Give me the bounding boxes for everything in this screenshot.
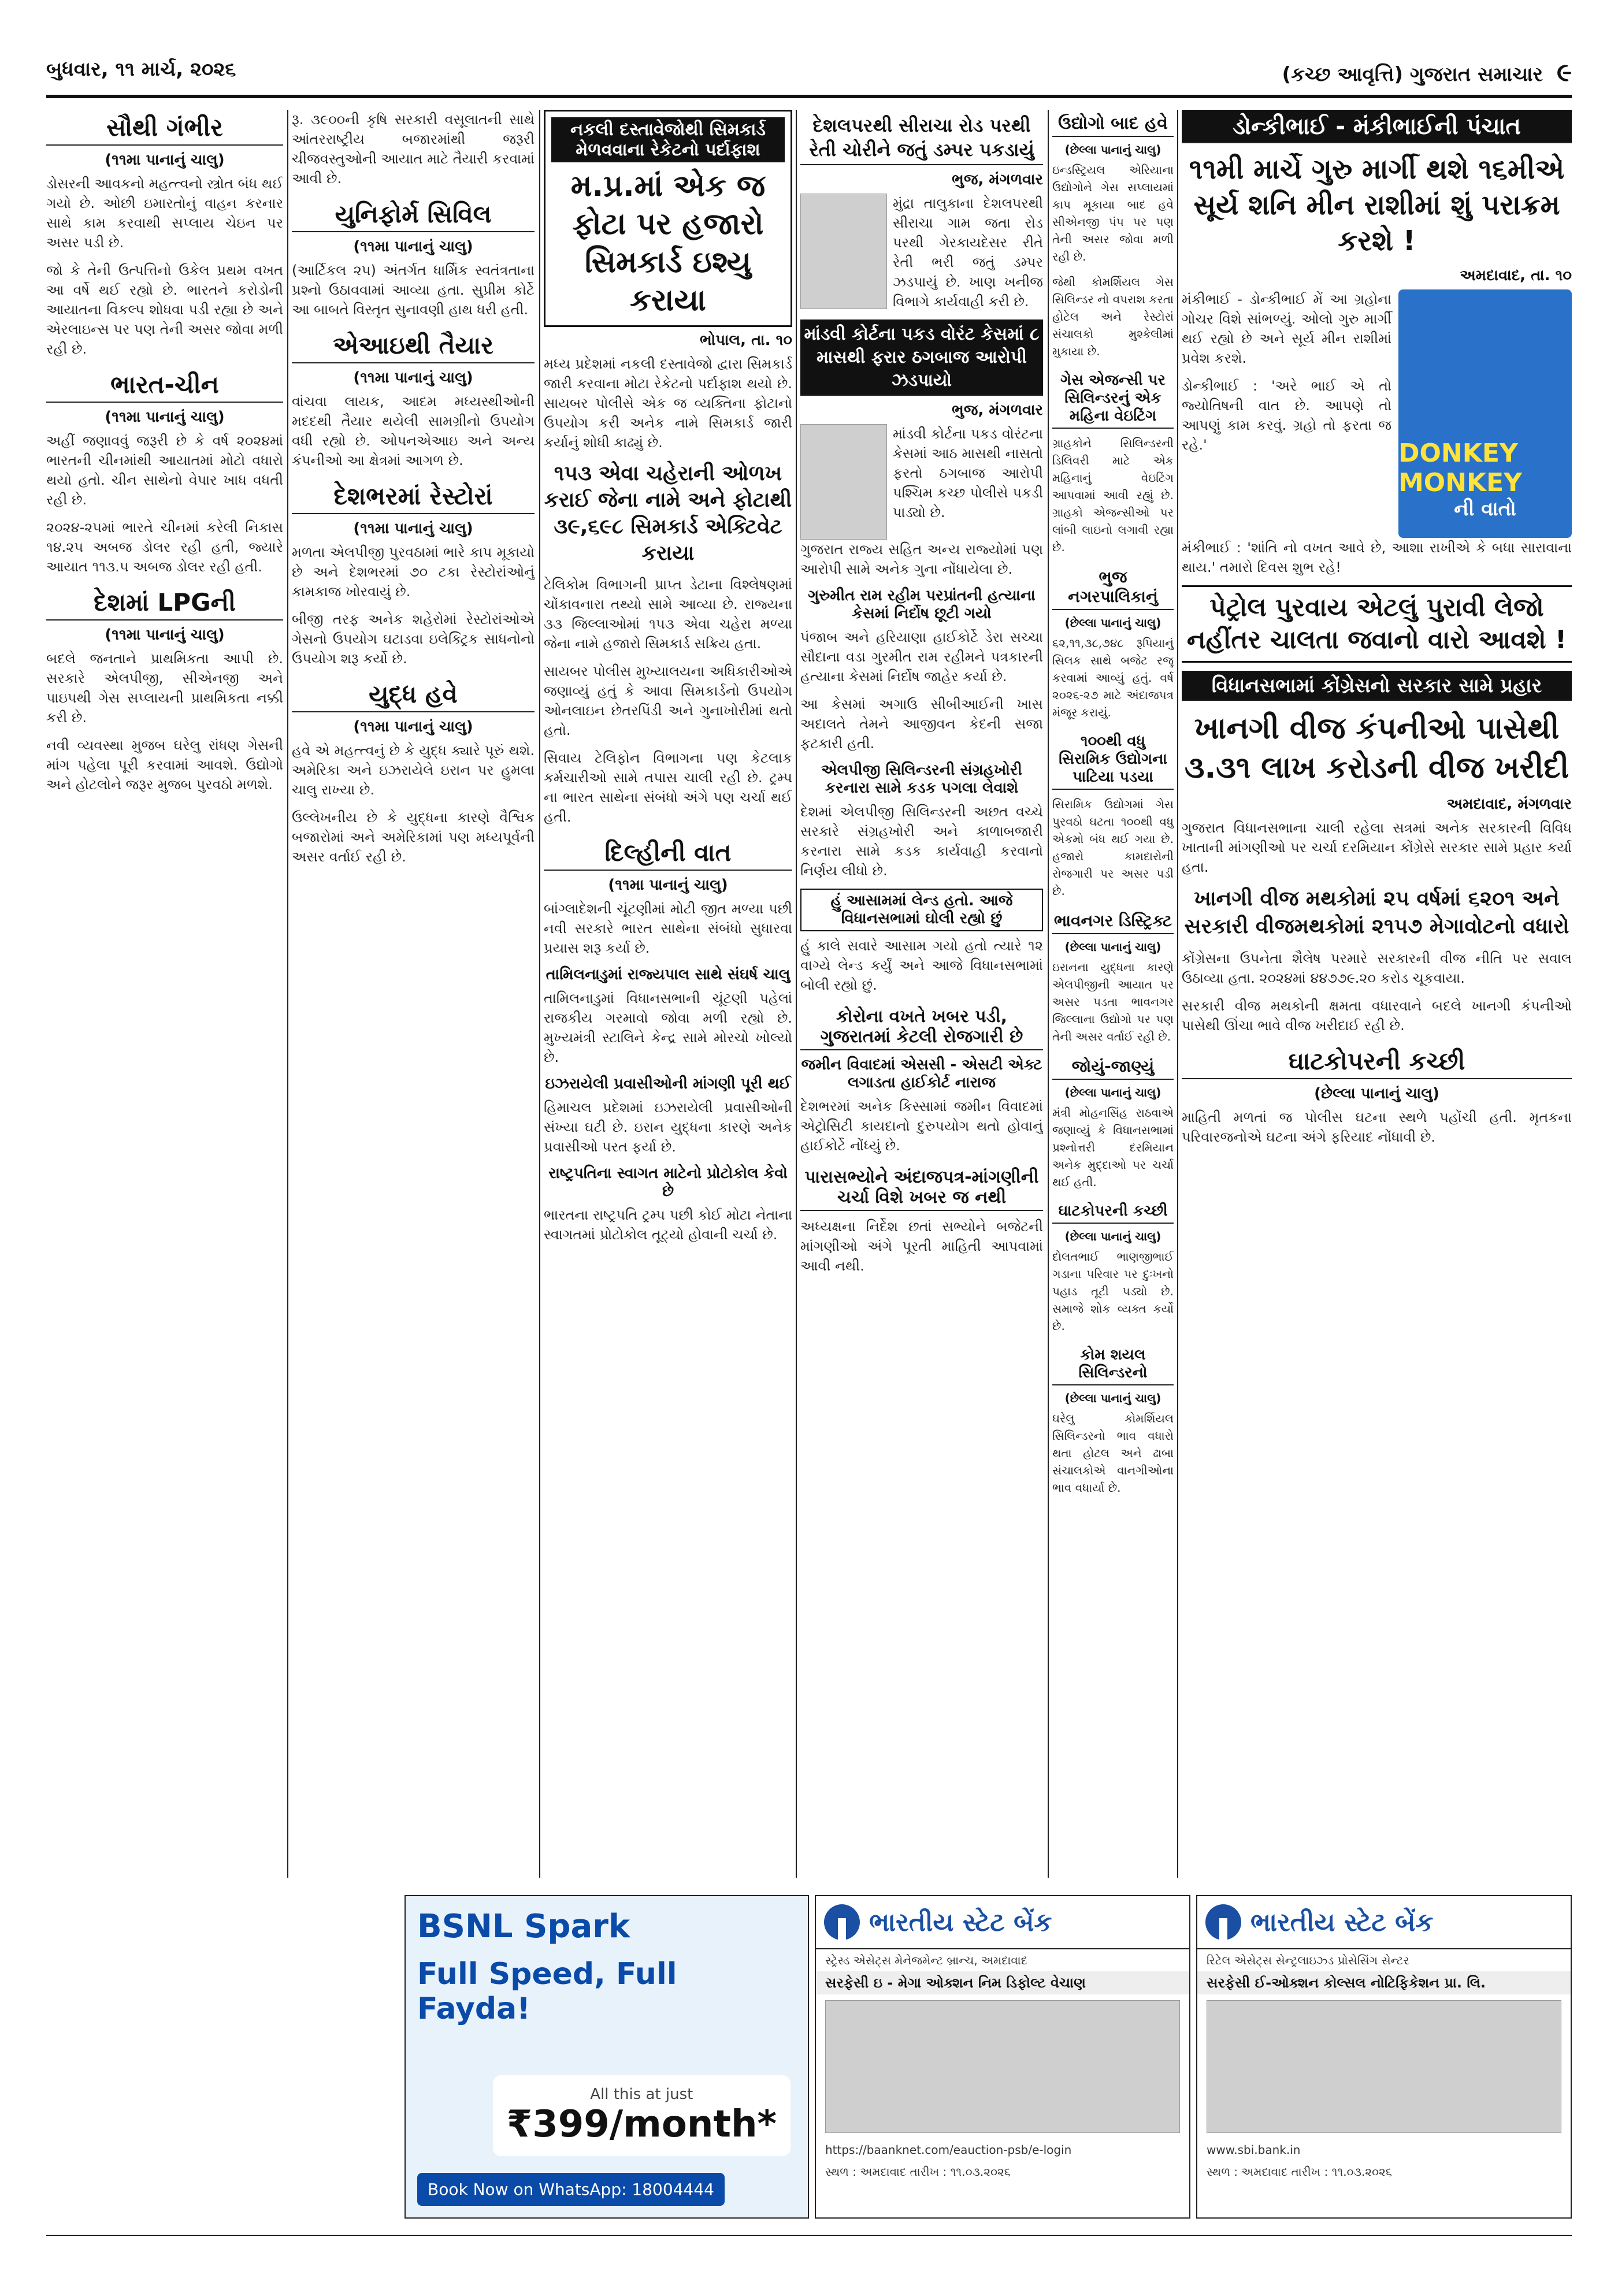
continuation-note: (૧૧મા પાનાનું ચાલુ) [105, 408, 225, 426]
section-title: ઘાટકોપરની કચ્છી [1052, 1199, 1174, 1224]
column-6 [1182, 110, 1572, 1883]
column-3 [544, 110, 792, 1883]
section-title: યુનિફોર્મ સિવિલ [292, 196, 535, 232]
news-photo [800, 424, 887, 540]
section-title: ભુજ નગરપાલિકાનું [1052, 564, 1174, 610]
sub-headline: ૧૫૩ એવા ચહેરાની ઓળખ કરાઈ જેના નામે અને ફોટાથી ૩૯,૬૯૮ સિમકાર્ડ એક્ટિવેટ કરાયા [544, 462, 792, 565]
column-5 [1052, 110, 1174, 1883]
notice-table [825, 2000, 1180, 2133]
article-paragraph: મંત્રી મોહનસિંહ રાઠવાએ જણાવ્યું કે વિધાનસભામાં પ્રશ્નોત્તરી દરમિયાન અનેક મુદ્દાઓ પર ચર્ચા થઈ હતી. [1052, 1106, 1174, 1189]
sub-headline: એલપીજી સિલિન્ડરની સંગ્રહખોરી કરનારા સામે કડક પગલા લેવાશે [821, 761, 1022, 797]
section-title: ભારત-ચીન [46, 367, 283, 403]
sub-headline: ખાનગી વીજ મથકોમાં ૨૫ વર્ષમાં ૬૨૦૧ અને સરકારી વીજમથકોમાં ૨૧૫૭ મેગાવોટનો વધારો [1184, 887, 1569, 938]
article-paragraph: ગુજરાત રાજ્ય સહિત અન્ય રાજ્યોમાં પણ આરોપી સામે અનેક ગુના નોંધાયેલા છે. [800, 541, 1043, 577]
article-paragraph: મળતા એલપીજી પુરવઠામાં ભારે કાપ મૂકાયો છે અને દેશભરમાં ૭૦ ટકા રેસ્ટોરાંઓનું કામકાજ ખોરવાયું છે. [292, 544, 535, 600]
bsnl-price-box [493, 2075, 791, 2156]
section-title: ભાવનગર ડિસ્ટ્રિક્ટ [1052, 908, 1174, 934]
article-paragraph: કોંગ્રેસના ઉપનેતા શૈલેષ પરમારે સરકારની વીજ નીતિ પર સવાલ ઉઠાવ્યા હતા. ૨૦૨૪માં ૪૪૭૭૯.૨૦ કરોડ ચૂકવાયા. [1182, 950, 1572, 986]
article-paragraph: ઘરેલુ કોમર્શિયલ સિલિન્ડરનો ભાવ વધારો થતા હોટલ અને ઢાબા સંચાલકોએ વાનગીઓના ભાવ વધાર્યા છે. [1052, 1411, 1174, 1495]
section-title: કોરોના વખતે ખબર પડી, ગુજરાતમાં કેટલી રોજગારી છે [800, 1003, 1043, 1050]
section-title: જોયું-જાણ્યું [1052, 1053, 1174, 1080]
article-paragraph: ગ્રાહકોને સિલિન્ડરની ડિલિવરી માટે એક મહિનાનું વેઇટિંગ આપવામાં આવી રહ્યું છે. ગ્રાહકો એજન્સીઓ પર લાંબી લાઇનો લગાવી રહ્યા છે. [1052, 436, 1174, 554]
continuation-note: (છેલ્લા પાનાનું ચાલુ) [1064, 143, 1161, 157]
article-paragraph: સરકારી વીજ મથકોની ક્ષમતા વધારવાને બદલે ખાનગી કંપનીઓ પાસેથી ઊંચા ભાવે વીજ ખરીદાઈ રહી છે. [1182, 998, 1572, 1034]
column-rule [539, 110, 540, 1878]
sbi-place-date: સ્થળ : અમદાવાદ તારીખ : ૧૧.૦૩.૨૦૨૬ [1207, 2165, 1392, 2179]
article-paragraph: રૂ. ૩૯૦૦ની કૃષિ સરકારી વસૂલાતની સાથે આંતરરાષ્ટ્રીય બજારમાંથી જરૂરી ચીજવસ્તુઓની આયાત માટે તૈયારી કરવામાં આવી છે. [292, 112, 535, 187]
dateline: અમદાવાદ, તા. ૧૦ [1460, 267, 1572, 284]
article-paragraph: અધ્યક્ષના નિર્દેશ છતાં સભ્યોને બજેટની માંગણીઓ અંગે પૂરતી માહિતી આપવામાં આવી નથી. [800, 1218, 1043, 1274]
section-title: ૧૦૦થી વધુ સિરામિક ઉદ્યોગના પાટિયા પડયા [1052, 729, 1174, 790]
news-photo [800, 194, 887, 309]
continuation-note: (છેલ્લા પાનાનું ચાલુ) [1064, 1229, 1161, 1243]
feature-headline: પેટ્રોલ પુરવાય એટલું પુરાવી લેજો નહીંતર ચાલતા જવાનો વારો આવશે ! [1182, 585, 1572, 663]
continuation-note: (છેલ્લા પાનાનું ચાલુ) [1064, 616, 1161, 630]
column-4 [800, 110, 1043, 1883]
article-paragraph: ઉલ્લેખનીય છે કે યુદ્ધના કારણે વૈશ્વિક બજારોમાં અને અમેરિકામાં પણ મધ્યપૂર્વની અસર વર્તાઈ રહી છે. [292, 809, 535, 865]
article-paragraph: ટેલિકોમ વિભાગની પ્રાપ્ત ડેટાના વિશ્લેષણમાં ચોંકાવનારા તથ્યો સામે આવ્યા છે. રાજ્યના ૩૩ જિલ્લાઓમાં ૧૫૩ એવા ચહેરા મળ્યા જેના નામે હજારો સિમકાર્ડ સક્રિય હતા. [544, 577, 792, 652]
article-paragraph: ૬૨,૧૧,૩૮,૭૪૮ રૂપિયાનું સિલક સાથે બજેટ રજૂ કરવામાં આવ્યું હતું. વર્ષ ૨૦૨૬-૨૭ માટે અંદાજપત્ર મંજૂર કરાયું. [1052, 636, 1174, 719]
lead-story-head [544, 110, 792, 327]
donkey-monkey-subtitle: ની વાતો [1454, 497, 1516, 521]
article-paragraph: માહિતી મળતાં જ પોલીસ ઘટના સ્થળે પહોંચી હતી. મૃતકના પરિવારજનોએ ઘટના અંગે ફરિયાદ નોંધાવી છે. [1182, 1109, 1572, 1145]
edition-name: (કચ્છ આવૃત્તિ) [1282, 63, 1403, 86]
section-title: દેશલપરથી સીરાચા રોડ પરથી રેતી ચોરીને જતું ડમ્પર પકડાયું [800, 110, 1043, 165]
continuation-note: (૧૧મા પાનાનું ચાલુ) [353, 520, 473, 537]
article-paragraph: આ કેસમાં અગાઉ સીબીઆઈની ખાસ અદાલતે તેમને આજીવન કેદની સજા ફટકારી હતી. [800, 696, 1043, 752]
article-paragraph: હું કાલે સવારે આસામ ગયો હતો ત્યારે ૧૨ વાગ્યે લેન્ડ કર્યું અને આજે વિધાનસભામાં બોલી રહ્યો છું. [800, 938, 1043, 993]
article-paragraph: મંકીભાઈ : 'શાંતિ નો વખત આવે છે, આશા રાખીએ કે બધા સારાવાના થાય.' તમારો દિવસ શુભ રહે! [1182, 540, 1572, 575]
article-paragraph: જો કે તેની ઉત્પત્તિનો ઉકેલ પ્રથમ વખત આ વર્ષે થઈ રહ્યો છે. ભારતને કરોડોની આયાતના વિકલ્પ શોધવા પડી રહ્યા છે અને એરલાઇન્સ પર પણ તેની અસર જોવા મળી રહી છે. [46, 262, 283, 357]
article-paragraph: મધ્ય પ્રદેશમાં નકલી દસ્તાવેજો દ્વારા સિમકાર્ડ જારી કરવાના મોટા રેકેટનો પર્દાફાશ થયો છે. સાયબર પોલીસે એક જ વ્યક્તિના ફોટાનો ઉપયોગ કરી અનેક નામે સિમકાર્ડ જારી કર્યાનું શોધી કાઢ્યું છે. [544, 356, 792, 451]
donkey-monkey-title: DONKEY MONKEY [1398, 439, 1523, 497]
sub-headline: તામિલનાડુમાં રાજ્યપાલ સાથે સંઘર્ષ ચાલુ [545, 966, 791, 983]
sbi-notice-title: સરફેસી ઈ-ઓક્શન કોલ્સલ નોટિફિકેશન પ્રા. લિ. [1197, 1971, 1571, 1994]
whatsapp-booking-button[interactable]: Book Now on WhatsApp: 18004444 [417, 2173, 725, 2206]
sub-headline: રાષ્ટ્રપતિના સ્વાગત માટેનો પ્રોટોકોલ કેવો છે [548, 1165, 788, 1200]
article-paragraph: દેશભરમાં અનેક કિસ્સામાં જમીન વિવાદમાં એટ્રોસિટી કાયદાનો દુરુપયોગ થતો હોવાનું હાઈકોર્ટે નોંધ્યું છે. [800, 1098, 1043, 1154]
article-paragraph: બીજી તરફ અનેક શહેરોમાં રેસ્ટોરાંઓએ ગેસનો ઉપયોગ ઘટાડવા ઇલેક્ટ્રિક સાધનોનો ઉપયોગ શરૂ કર્યો છે. [292, 611, 535, 667]
dateline: ભોપાલ, તા. ૧૦ [699, 332, 792, 349]
article-paragraph: માંડવી કોર્ટના પકડ વોરંટના કેસમાં આઠ માસથી નાસતો ફરતો ઠગબાજ આરોપી પશ્ચિમ કચ્છ પોલીસે પકડી પાડ્યો છે. [893, 426, 1043, 521]
article-paragraph: ભારતના રાષ્ટ્રપતિ ટ્રમ્પ પછી કોઈ મોટા નેતાના સ્વાગતમાં પ્રોટોકોલ તૂટ્યો હોવાની ચર્ચા છે. [544, 1207, 792, 1243]
section-title: એઆઇથી તૈયાર [292, 328, 535, 363]
article-paragraph: ડોન્કીભાઈ : 'અરે ભાઈ એ તો જ્યોતિષની વાત છે. આપણે તો આપણું કામ કરવું. ગ્રહો તો ફરતા જ રહે.' [1182, 378, 1391, 453]
bsnl-tagline: Full Speed, Full Fayda! [417, 1957, 677, 2026]
column-rule [1177, 110, 1178, 1878]
section-title: ગેસ એજન્સી પર સિલિન્ડરનું એક મહિના વેઇટિંગ [1052, 368, 1174, 429]
section-title: વિધાનસભામાં કોંગ્રેસનો સરકાર સામે પ્રહાર [1182, 671, 1572, 701]
article-paragraph: બાંગ્લાદેશની ચૂંટણીમાં મોટી જીત મળ્યા પછી નવી સરકારે ભારત સાથેના સંબંધો સુધારવા પ્રયાસ શરૂ કર્યા છે. [544, 901, 792, 956]
column-rule [796, 110, 797, 1878]
article-paragraph: ૨૦૨૪-૨૫માં ભારતે ચીનમાં કરેલી નિકાસ ૧૪.૨૫ અબજ ડોલર રહી હતી, જ્યારે આયાત ૧૧૩.૫ અબજ ડોલર રહી હતી. [46, 519, 283, 575]
edition-label [1282, 58, 1572, 87]
article-paragraph: દોલતભાઈ ભાણજીભાઈ ગડાના પરિવાર પર દુઃખનો પહાડ તૂટી પડ્યો છે. સમાજે શોક વ્યક્ત કર્યો છે. [1052, 1250, 1174, 1333]
article-paragraph: ડોસરની આવકનો મહત્ત્વનો સ્ત્રોત બંધ થઈ ગયો છે. ઓછી ઇમારતોનું વાહન કરનાર સાથે કામ કરવાથી સપ્લાય ચેઇન પર અસર પડી છે. [46, 176, 283, 251]
article-paragraph: બદલે જનતાને પ્રાથમિકતા આપી છે. સરકારે એલપીજી, સીએનજી અને પાઇપથી ગેસ સપ્લાયની પ્રાથમિકતા નક્કી કરી છે. [46, 651, 283, 726]
page-number: ૯ [1556, 58, 1572, 87]
section-title: દેશભરમાં રેસ્ટોરાં [292, 478, 535, 514]
sbi-place-date: સ્થળ : અમદાવાદ તારીખ : ૧૧.૦૩.૨૦૨૬ [825, 2165, 1011, 2179]
continuation-note: (૧૧મા પાનાનું ચાલુ) [105, 151, 225, 169]
bsnl-ad[interactable] [404, 1895, 809, 2219]
column-rule [287, 110, 288, 1878]
paper-name: ગુજરાત સમાચાર [1409, 63, 1543, 86]
sbi-notice-1 [815, 1895, 1190, 2219]
article-paragraph: જેથી કોમર્શિયલ ગેસ સિલિન્ડર નો વપરાશ કરતા હોટેલ અને રેસ્ટોરાં સંચાલકો મુશ્કેલીમાં મુકાયા છે. [1052, 275, 1174, 358]
issue-date: બુધવાર, ૧૧ માર્ચ, ૨૦૨૬ [46, 58, 236, 81]
article-paragraph: પંજાબ અને હરિયાણા હાઈકોર્ટે ડેરા સચ્ચા સૌદાના વડા ગુરમીત રામ રહીમને પત્રકારની હત્યાના કેસમાં નિર્દોષ જાહેર કર્યા છે. [800, 629, 1043, 685]
article-paragraph: મુંદ્રા તાલુકાના દેશલપરથી સીરાચા ગામ જતા રોડ પરથી ગેરકાયદેસર રીતે રેતી ભરી જતું ડમ્પર ઝડપાયું છે. ખાણ ખનીજ વિભાગે કાર્યવાહી કરી છે. [893, 195, 1043, 310]
article-paragraph: હવે એ મહત્ત્વનું છે કે યુદ્ધ ક્યારે પૂરું થશે. અમેરિકા અને ઇઝરાયેલે ઇરાન પર હુમલા ચાલુ રાખ્યા છે. [292, 742, 535, 798]
continuation-note: (૧૧મા પાનાનું ચાલુ) [608, 876, 728, 894]
section-title: દેશમાં LPGની [46, 585, 283, 621]
continuation-note: (છેલ્લા પાનાનું ચાલુ) [1064, 1391, 1161, 1405]
sbi-url[interactable]: https://baanknet.com/eauction-psb/e-login [825, 2143, 1072, 2157]
page-footer-rule [46, 2235, 1572, 2236]
dateline: અમદાવાદ, મંગળવાર [1446, 796, 1572, 813]
bsnl-brand: BSNL Spark [417, 1908, 630, 1945]
sbi-notice-title: સરફેસી ઇ - મેગા ઓક્શન નિમ ડિફોલ્ટ વેચાણ [816, 1971, 1189, 1994]
article-paragraph: ઇન્ડસ્ટ્રિયલ એરિયાના ઉદ્યોગોને ગેસ સપ્લાયમાં કાપ મૂકાયા બાદ હવે સીએનજી પંપ પર પણ તેની અસર જોવા મળી રહી છે. [1052, 163, 1174, 263]
continuation-note: (૧૧મા પાનાનું ચાલુ) [353, 238, 473, 255]
article-paragraph: ઇરાનના યુદ્ધના કારણે એલપીજીની આયાત પર અસર પડતા ભાવનગર જિલ્લાના ઉદ્યોગો પર પણ તેની અસર વર્તાઈ રહી છે. [1052, 960, 1174, 1043]
sbi-header [1197, 1896, 1571, 1949]
article-paragraph: અહીં જણાવવું જરૂરી છે કે વર્ષ ૨૦૨૪માં ભારતની ચીનમાંથી આયાતમાં મોટો વધારો થયો હતો. ચીન સાથેનો વેપાર ખાધ વધતી રહી છે. [46, 433, 283, 508]
sbi-name: ભારતીય સ્ટેટ બેંક [1250, 1907, 1434, 1937]
sbi-logo-icon [1205, 1904, 1241, 1940]
sbi-name: ભારતીય સ્ટેટ બેંક [869, 1907, 1052, 1937]
section-title: માંડવી કોર્ટના પકડ વોરંટ કેસમાં ૮ માસથી ફરાર ઠગબાજ આરોપી ઝડપાયો [800, 319, 1043, 396]
column-1 [46, 110, 283, 1883]
article-paragraph: તામિલનાડુમાં વિધાનસભાની ચૂંટણી પહેલાં રાજકીય ગરમાવો જોવા મળી રહ્યો છે. મુખ્યમંત્રી સ્ટાલિને કેન્દ્ર સામે મોરચો ખોલ્યો છે. [544, 990, 792, 1065]
column-rule [1048, 110, 1049, 1878]
continuation-note: (છેલ્લા પાનાનું ચાલુ) [1314, 1085, 1439, 1102]
sub-headline: જમીન વિવાદમાં એસસી - એસટી એક્ટ લગાડતા હાઈકોર્ટ નારાજ [801, 1056, 1042, 1091]
section-title: દિલ્હીની વાત [544, 835, 792, 871]
continuation-note: (૧૧મા પાનાનું ચાલુ) [353, 718, 473, 735]
sbi-notice-2 [1196, 1895, 1572, 2219]
article-paragraph: નવી વ્યવસ્થા મુજબ ઘરેલુ રાંધણ ગેસની માંગ પહેલા પૂરી કરવામાં આવશે. ઉદ્યોગો અને હોટલોને જરૂર મુજબ પુરવઠો મળશે. [46, 737, 283, 793]
section-title: ઘાટકોપરની કચ્છી [1182, 1043, 1572, 1079]
bsnl-price: ₹399/month* [506, 2103, 777, 2146]
sbi-logo-icon [824, 1904, 860, 1940]
continuation-note: (૧૧મા પાનાનું ચાલુ) [105, 626, 225, 644]
sbi-url[interactable]: www.sbi.bank.in [1207, 2143, 1301, 2157]
dateline: ભુજ, મંગળવાર [952, 402, 1043, 419]
article-paragraph: મંકીભાઈ - ડોન્કીભાઈ મેં આ ગ્રહોના ગોચર વિશે સાંભળ્યું. ઓલો ગુરુ માર્ગી થઈ રહ્યો છે અને સૂર્ય મીન રાશીમાં પ્રવેશ કરશે. [1182, 291, 1391, 366]
lead-headline: મ.પ્ર.માં એક જ ફોટા પર હજારો સિમકાર્ડ ઇશ્યુ કરાયા [570, 169, 766, 318]
article-paragraph: સિવાય ટેલિફોન વિભાગના પણ કેટલાક કર્મચારીઓ સામે તપાસ ચાલી રહી છે. ટ્રમ્પ ના ભારત સાથેના સંબંધો અંગે પણ ચર્ચા થઈ હતી. [544, 750, 792, 825]
notice-table [1207, 2000, 1561, 2133]
article-paragraph: (આર્ટિકલ ૨૫) અંતર્ગત ધાર્મિક સ્વતંત્રતાના પ્રશ્નો ઉઠાવવામાં આવ્યા હતા. સુપ્રીમ કોર્ટે આ બાબતે વિસ્તૃત સુનાવણી હાથ ધરી હતી. [292, 262, 535, 318]
section-title: ઉદ્યોગો બાદ હવે [1052, 110, 1174, 137]
section-title: યુદ્ધ હવે [292, 677, 535, 712]
sub-headline: હું આસામમાં લેન્ડ હતો. આજે વિધાનસભામાં ઘોલી રહ્યો છું [800, 889, 1043, 931]
donkey-monkey-logo [1398, 289, 1572, 538]
sbi-branch: રિટેલ એસેટ્સ સેન્ટ્રલાઇઝ્ડ પ્રોસેસિંગ સેન્ટર [1207, 1953, 1409, 1967]
sub-headline: ગુરુમીત રામ રહીમ પરપ્રાંતની હત્યાના કેસમાં નિર્દોષ છૂટી ગયો [808, 587, 1036, 622]
lead-headline: ખાનગી વીજ કંપનીઓ પાસેથી ૩.૩૧ લાખ કરોડની વીજ ખરીદી [1184, 711, 1569, 785]
column-2 [292, 110, 535, 1883]
article-paragraph: સિરામિક ઉદ્યોગમાં ગેસ પુરવઠો ઘટતા ૧૦૦થી વધુ એકમો બંધ થઈ ગયા છે. હજારો કામદારોની રોજગારી પર અસર પડી છે. [1052, 797, 1174, 898]
section-title: સૌથી ગંભીર [46, 110, 283, 146]
continuation-note: (છેલ્લા પાનાનું ચાલુ) [1064, 940, 1161, 954]
page-header [46, 35, 1572, 98]
sbi-header [816, 1896, 1189, 1949]
sbi-branch: સ્ટ્રેસ્ડ એસેટ્સ મેનેજમેન્ટ બ્રાન્ચ, અમદાવાદ [825, 1953, 1027, 1967]
section-title: ડોન્કીભાઈ - મંકીભાઈની પંચાત [1182, 110, 1572, 143]
section-title: કોમ શયલ સિલિન્ડરનો [1052, 1343, 1174, 1385]
dateline: ભુજ, મંગળવાર [952, 171, 1043, 188]
article-paragraph: વાંચવા લાયક, આદમ મધ્યસ્થીઓની મદદથી તૈયાર થયેલી સામગ્રીનો ઉપયોગ વધી રહ્યો છે. ઓપનએઆઇ અને અન્ય કંપનીઓ આ ક્ષેત્રમાં આગળ છે. [292, 393, 535, 469]
article-paragraph: ગુજરાત વિધાનસભાના ચાલી રહેલા સત્રમાં અનેક સરકારની વિવિધ ખાતાની માંગણીઓ પર ચર્ચા દરમિયાન કોંગ્રેસે સરકાર સામે પ્રહાર કર્યા હતા. [1182, 820, 1572, 875]
article-paragraph: સાયબર પોલીસ મુખ્યાલયના અધિકારીઓએ જણાવ્યું હતું કે આવા સિમકાર્ડનો ઉપયોગ ઓનલાઇન છેતરપિંડી અને ગુનાખોરીમાં થતો હતો. [544, 663, 792, 738]
continuation-note: (છેલ્લા પાનાનું ચાલુ) [1064, 1086, 1161, 1099]
bsnl-price-label: All this at just [590, 2086, 693, 2103]
article-paragraph: હિમાચલ પ્રદેશમાં ઇઝરાયેલી પ્રવાસીઓની સંખ્યા ઘટી છે. ઇરાન યુદ્ધના કારણે અનેક પ્રવાસીઓ પરત ફર્યા છે. [544, 1099, 792, 1155]
continuation-note: (૧૧મા પાનાનું ચાલુ) [353, 369, 473, 387]
article-paragraph: દેશમાં એલપીજી સિલિન્ડરની અછત વચ્ચે સરકારે સંગ્રહખોરી અને કાળાબજારી કરનારા સામે કડક કાર્યવાહી કરવાનો નિર્ણય લીધો છે. [800, 804, 1043, 879]
lead-kicker: નકલી દસ્તાવેજોથી સિમકાર્ડ મેળવવાના રેકેટનો પર્દાફાશ [551, 117, 785, 162]
section-title: પારાસભ્યોને અંદાજપત્ર-માંગણીની ચર્ચા વિશે ખબર જ નથી [800, 1164, 1043, 1211]
sub-headline: ઇઝરાયેલી પ્રવાસીઓની માંગણી પૂરી થઈ [545, 1075, 791, 1093]
feature-headline: ૧૧મી માર્ચે ગુરુ માર્ગી થશે ૧૬મીએ સૂર્ય શનિ મીન રાશીમાં શું પરાક્રમ કરશે ! [1189, 153, 1565, 257]
